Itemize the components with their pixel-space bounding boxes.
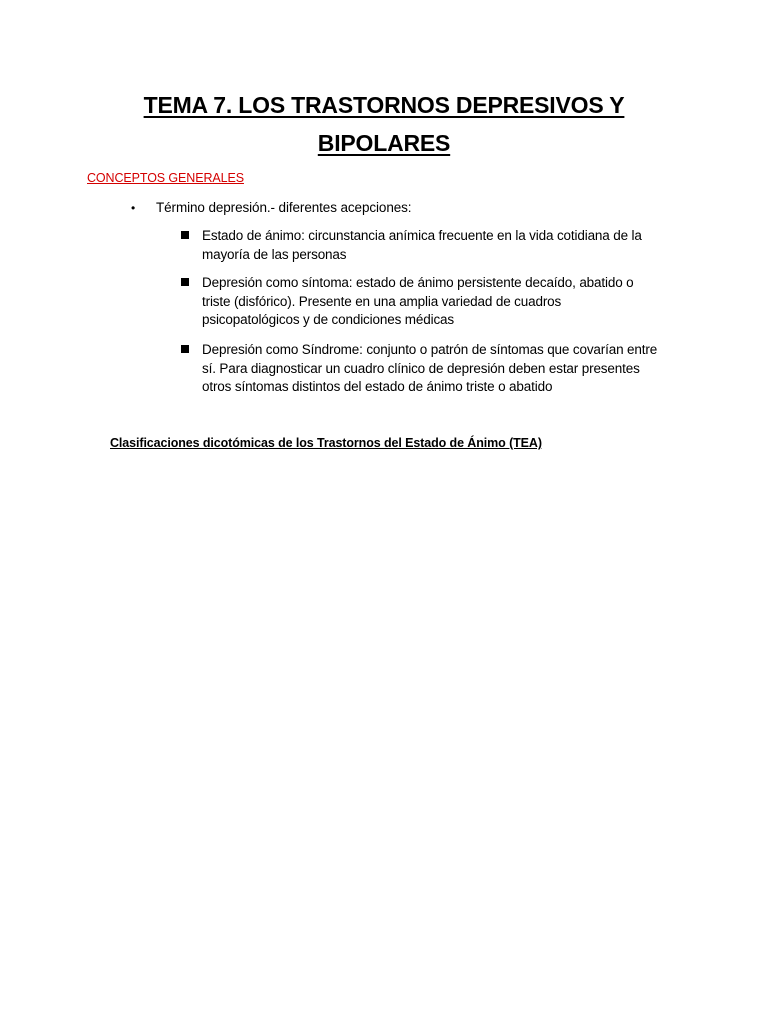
page-title [90,86,678,162]
list-item-text: Depresión como Síndrome: conjunto o patrón de síntomas que covarían entre sí. Para diagnosticar un cuadro clínico de depresión deben estar presentes otros síntomas distintos del estado de ánimo triste o abatido [202,342,658,394]
section-heading: CONCEPTOS GENERALES [87,171,244,185]
list-item-text: Depresión como síntoma: estado de ánimo persistente decaído, abatido o triste (disfórico). Presente en una amplia variedad de cuadros psicopatológicos y de condiciones médicas [202,275,634,327]
list-item-level1 [131,199,411,217]
bullet-dot-icon: • [131,201,136,215]
title-line-2: BIPOLARES [317,130,451,156]
list-item-level2 [181,227,661,264]
list-item-level2 [181,274,661,330]
sub-heading: Clasificaciones dicotómicas de los Trastornos del Estado de Ánimo (TEA) [110,436,542,450]
square-bullet-icon [181,231,189,239]
list-item-level2 [181,341,661,397]
square-bullet-icon [181,278,189,286]
list-item-text: Estado de ánimo: circunstancia anímica frecuente en la vida cotidiana de la mayoría de las personas [202,228,642,262]
square-bullet-icon [181,345,189,353]
title-line-1: TEMA 7. LOS TRASTORNOS DEPRESIVOS Y [143,92,625,118]
list-item-text: Término depresión.- diferentes acepciones: [156,200,412,215]
